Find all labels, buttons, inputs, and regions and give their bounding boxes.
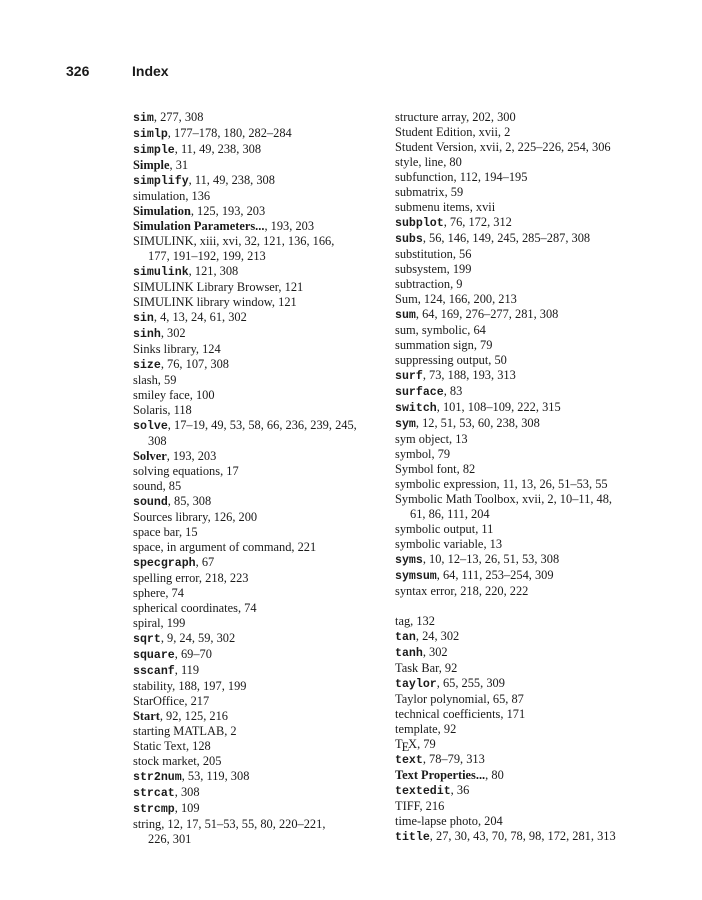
index-page-refs: , 12, 51, 53, 60, 238, 308	[415, 416, 540, 430]
index-term: subs	[395, 233, 423, 246]
index-entry	[395, 462, 645, 477]
index-term: space bar	[133, 525, 179, 539]
index-term: sinh	[133, 328, 161, 341]
index-page-refs: , 177–178, 180, 282–284	[167, 126, 292, 140]
index-entry	[133, 586, 383, 601]
index-page-refs: , 125, 193, 203	[190, 204, 266, 218]
index-entry	[133, 189, 383, 204]
index-term: surf	[395, 370, 423, 383]
index-entry	[395, 400, 645, 416]
index-term: Symbol font	[395, 462, 457, 476]
index-entry	[133, 709, 383, 724]
index-term: summation sign	[395, 338, 474, 352]
index-term: solving equations	[133, 464, 221, 478]
index-page-refs: , xiii, xvi, 32, 121, 136, 166,	[193, 234, 335, 248]
index-page-refs: , 118	[167, 403, 192, 417]
index-page-refs: , xvii	[469, 200, 496, 214]
index-term: symbolic expression	[395, 477, 497, 491]
index-page-refs: , 92, 125, 216	[159, 709, 228, 723]
index-entry	[133, 479, 383, 494]
index-page-refs: , 217	[184, 694, 210, 708]
index-term: Solaris	[133, 403, 168, 417]
index-entry	[395, 247, 645, 262]
index-entry	[133, 204, 383, 219]
index-entry	[395, 829, 645, 845]
index-page-refs: , 12, 17, 51–53, 55, 80, 220–221,	[161, 817, 326, 831]
index-page-refs: , 79	[431, 447, 451, 461]
index-entry	[395, 492, 645, 522]
index-page-refs: , 85, 308	[167, 494, 212, 508]
index-term: symsum	[395, 570, 437, 583]
index-term: syms	[395, 554, 423, 567]
index-page-refs: , 9	[450, 277, 463, 291]
index-term: sin	[133, 312, 154, 325]
index-entry	[133, 110, 383, 126]
index-page-refs: , 80	[485, 768, 504, 782]
index-page-refs: , 76, 107, 308	[160, 357, 229, 371]
index-term: substitution	[395, 247, 453, 261]
index-entry	[133, 769, 383, 785]
index-entry	[133, 785, 383, 801]
index-term: Task Bar	[395, 661, 439, 675]
index-page-refs: , 79	[473, 338, 493, 352]
index-term: taylor	[395, 678, 437, 691]
index-page-refs: , 199	[446, 262, 472, 276]
index-entry	[133, 555, 383, 571]
index-entry	[395, 384, 645, 400]
index-page-refs: , 119	[174, 663, 200, 677]
index-page-refs: , 193, 203	[166, 449, 217, 463]
index-entry	[133, 264, 383, 280]
index-entry	[395, 215, 645, 231]
index-entry	[395, 155, 645, 170]
index-term: stock market	[133, 754, 197, 768]
index-term: starting MATLAB	[133, 724, 225, 738]
index-page-refs: , 202, 300	[466, 110, 516, 124]
index-term: Sinks library	[133, 342, 196, 356]
index-term: subplot	[395, 217, 444, 230]
index-page-refs-continued: 61, 86, 111, 204	[410, 507, 490, 521]
index-term: submatrix	[395, 185, 445, 199]
index-term: template	[395, 722, 438, 736]
index-entry	[395, 722, 645, 737]
index-entry	[395, 416, 645, 432]
running-head: Index	[132, 63, 169, 79]
index-entry	[133, 388, 383, 403]
index-entry	[133, 295, 383, 310]
index-entry	[133, 817, 383, 847]
index-term: sound	[133, 496, 168, 509]
index-term: str2num	[133, 771, 182, 784]
index-entry	[395, 568, 645, 584]
index-term: spiral	[133, 616, 161, 630]
index-entry	[133, 126, 383, 142]
index-entry	[395, 552, 645, 568]
index-entry	[395, 522, 645, 537]
index-term: Taylor polynomial	[395, 692, 487, 706]
index-entry	[395, 707, 645, 722]
index-page-refs: , 10, 12–13, 26, 51, 53, 308	[422, 552, 560, 566]
index-entry	[395, 783, 645, 799]
index-entry	[133, 418, 383, 449]
index-entry	[395, 661, 645, 676]
index-column-left	[133, 110, 383, 847]
index-entry	[395, 432, 645, 447]
index-page-refs: , 124, 166, 200, 213	[417, 292, 517, 306]
index-page-refs: , 124	[195, 342, 221, 356]
index-entry	[133, 494, 383, 510]
index-term: tan	[395, 631, 416, 644]
index-page-refs: , 17–19, 49, 53, 58, 66, 236, 239, 245,	[167, 418, 357, 432]
index-entry	[395, 185, 645, 200]
index-page-refs: , xvii, 2, 10–11, 48,	[515, 492, 613, 506]
index-entry	[395, 200, 645, 215]
index-term: simulink	[133, 266, 189, 279]
index-term: strcat	[133, 787, 175, 800]
index-term: suppressing output	[395, 353, 489, 367]
index-entry	[133, 373, 383, 388]
index-entry	[133, 280, 383, 295]
index-term: SIMULINK library window	[133, 295, 272, 309]
index-page-refs: , 80	[443, 155, 462, 169]
index-page-refs: , 216	[419, 799, 445, 813]
index-entry	[395, 307, 645, 323]
index-entry	[133, 801, 383, 817]
index-term: Simulation Parameters...	[133, 219, 265, 233]
index-entry	[395, 645, 645, 661]
index-term: space, in argument of command	[133, 540, 292, 554]
index-term: text	[395, 754, 423, 767]
index-page-refs: , 56	[452, 247, 472, 261]
index-page-refs: , 69–70	[174, 647, 212, 661]
index-term: Start	[133, 709, 160, 723]
index-page-refs: , 64, 111, 253–254, 309	[436, 568, 554, 582]
index-entry	[133, 724, 383, 739]
index-entry	[395, 629, 645, 645]
index-page-refs: , 78–79, 313	[422, 752, 485, 766]
index-page-refs: , 74	[237, 601, 257, 615]
index-entry	[133, 142, 383, 158]
index-entry	[133, 754, 383, 769]
index-entry	[395, 447, 645, 462]
index-page-refs: , 74	[165, 586, 184, 600]
index-page-refs: , 171	[500, 707, 526, 721]
index-term: sym object	[395, 432, 450, 446]
index-entry	[133, 219, 383, 234]
index-entry	[133, 234, 383, 264]
index-entry	[395, 368, 645, 384]
index-page-refs: , 76, 172, 312	[443, 215, 512, 229]
index-page-refs: , 188, 197, 199	[172, 679, 247, 693]
index-term: structure array	[395, 110, 467, 124]
index-term: specgraph	[133, 557, 196, 570]
index-term: square	[133, 649, 175, 662]
page-number: 326	[66, 63, 90, 79]
index-page-refs: , 73, 188, 193, 313	[422, 368, 516, 382]
index-page-refs: , 83	[443, 384, 463, 398]
index-term: submenu items	[395, 200, 470, 214]
index-entry	[133, 357, 383, 373]
index-term: Text Properties...	[395, 768, 486, 782]
index-entry	[395, 262, 645, 277]
index-entry	[395, 477, 645, 492]
index-page-refs: , 11, 13, 26, 51–53, 55	[496, 477, 608, 491]
index-entry	[133, 739, 383, 754]
index-page-refs: , 82	[456, 462, 476, 476]
index-term: size	[133, 359, 161, 372]
index-page-refs: , 205	[196, 754, 222, 768]
index-term: Static Text	[133, 739, 186, 753]
index-term: technical coefficients	[395, 707, 501, 721]
index-page-refs: , 59	[157, 373, 177, 387]
index-page-refs: , 64	[467, 323, 486, 337]
index-entry	[395, 277, 645, 292]
index-page-refs: , 56, 146, 149, 245, 285–287, 308	[422, 231, 591, 245]
index-entry	[133, 173, 383, 189]
index-term: symbolic variable	[395, 537, 484, 551]
index-term: SIMULINK Library Browser	[133, 280, 279, 294]
index-term: slash	[133, 373, 158, 387]
index-term: sim	[133, 112, 154, 125]
index-entry	[395, 676, 645, 692]
index-entry	[395, 125, 645, 140]
index-term: sum	[395, 309, 416, 322]
index-term: Student Edition	[395, 125, 473, 139]
index-entry	[133, 158, 383, 173]
index-entry	[395, 353, 645, 368]
index-entry	[395, 692, 645, 707]
index-page-refs: , 50	[488, 353, 507, 367]
index-page-refs-continued: 226, 301	[148, 832, 192, 846]
index-page-refs: , 121	[271, 295, 297, 309]
index-entry	[395, 338, 645, 353]
page-header	[66, 63, 646, 83]
index-term: TIFF	[395, 799, 420, 813]
index-page-refs: , 109	[174, 801, 200, 815]
index-term: strcmp	[133, 803, 175, 816]
index-page-refs: , 112, 194–195	[453, 170, 528, 184]
index-term: simple	[133, 144, 175, 157]
index-page-refs: , 9, 24, 59, 302	[160, 631, 236, 645]
index-page-refs-continued: 177, 191–192, 199, 213	[148, 249, 266, 263]
index-page-refs: , 92	[438, 661, 458, 675]
index-page-refs: , 218, 223	[198, 571, 249, 585]
index-page-refs: , 85	[162, 479, 182, 493]
index-term: subsystem	[395, 262, 447, 276]
index-page-refs: , 193, 203	[264, 219, 315, 233]
index-term: syntax error	[395, 584, 455, 598]
index-page-refs: , 121	[278, 280, 304, 294]
index-page-refs: , 13	[449, 432, 468, 446]
index-entry	[395, 799, 645, 814]
index-entry	[395, 752, 645, 768]
index-entry	[133, 647, 383, 663]
index-page-refs: , 101, 108–109, 222, 315	[436, 400, 561, 414]
index-entry	[395, 737, 645, 752]
index-term: simulation	[133, 189, 186, 203]
index-term: subfunction	[395, 170, 454, 184]
index-entry	[133, 631, 383, 647]
index-term: spelling error	[133, 571, 199, 585]
index-page-refs: , 27, 30, 43, 70, 78, 98, 172, 281, 313	[429, 829, 616, 843]
index-entry	[133, 525, 383, 540]
index-term: Symbolic Math Toolbox	[395, 492, 516, 506]
index-term: Simple	[133, 158, 170, 172]
index-page-refs: , 64, 169, 276–277, 281, 308	[415, 307, 559, 321]
index-term: StarOffice	[133, 694, 185, 708]
index-page-refs: , 121, 308	[188, 264, 239, 278]
index-page-refs: , 218, 220, 222	[454, 584, 529, 598]
index-page-refs: , 24, 302	[415, 629, 460, 643]
index-page-refs: , xvii, 2, 225–226, 254, 306	[473, 140, 611, 154]
index-term: style, line	[395, 155, 444, 169]
index-entry	[395, 768, 645, 783]
index-term: simlp	[133, 128, 168, 141]
index-page-refs: , 100	[189, 388, 215, 402]
index-term: Solver	[133, 449, 167, 463]
index-entry	[133, 510, 383, 525]
index-page-refs: , 17	[220, 464, 239, 478]
index-page-refs: , 11, 49, 238, 308	[188, 173, 275, 187]
index-term: Sum	[395, 292, 418, 306]
index-page-refs: , 11, 49, 238, 308	[174, 142, 262, 156]
index-page-refs: , 126, 200	[207, 510, 258, 524]
index-entry	[395, 614, 645, 629]
index-entry	[395, 814, 645, 829]
index-term: tanh	[395, 647, 423, 660]
index-page-refs: , 132	[410, 614, 435, 628]
index-entry	[395, 323, 645, 338]
index-entry	[133, 310, 383, 326]
index-term: sphere	[133, 586, 166, 600]
index-page-refs: , 53, 119, 308	[181, 769, 250, 783]
index-entry	[133, 449, 383, 464]
index-page-refs: , 4, 13, 24, 61, 302	[153, 310, 247, 324]
index-entry	[395, 584, 645, 599]
index-term: subtraction	[395, 277, 451, 291]
index-page-refs: , 59	[444, 185, 464, 199]
index-term: sscanf	[133, 665, 175, 678]
index-page-refs: , xvii, 2	[472, 125, 511, 139]
index-term: symbolic output	[395, 522, 476, 536]
index-page-refs: , 92	[437, 722, 457, 736]
index-page-refs: , 302	[422, 645, 448, 659]
index-term: simplify	[133, 175, 189, 188]
index-page-refs: , 204	[477, 814, 503, 828]
tex-logo: TEX	[395, 737, 418, 754]
index-term: stability	[133, 679, 173, 693]
index-entry	[133, 571, 383, 586]
index-page-refs: , 128	[185, 739, 211, 753]
index-page-refs: , 199	[160, 616, 186, 630]
index-term: Simulation	[133, 204, 191, 218]
index-entry	[395, 110, 645, 125]
index-term: tag	[395, 614, 411, 628]
index-term: SIMULINK	[133, 234, 194, 248]
index-term: Sources library	[133, 510, 208, 524]
index-entry	[133, 326, 383, 342]
index-page-refs: , 79	[417, 737, 436, 751]
index-term: sym	[395, 418, 416, 431]
index-page-refs: , 67	[195, 555, 215, 569]
index-entry	[133, 464, 383, 479]
index-page-refs: , 31	[169, 158, 189, 172]
index-page-refs: , 11	[475, 522, 494, 536]
index-page-refs: , 2	[224, 724, 237, 738]
index-entry	[395, 537, 645, 552]
index-term: time-lapse photo	[395, 814, 478, 828]
index-entry	[395, 231, 645, 247]
index-entry	[395, 170, 645, 185]
index-page-refs: , 36	[450, 783, 470, 797]
index-term: surface	[395, 386, 444, 399]
index-page-refs: , 136	[185, 189, 211, 203]
index-column-right	[395, 110, 645, 845]
index-page-refs: , 302	[160, 326, 186, 340]
index-entry	[133, 679, 383, 694]
index-entry	[133, 342, 383, 357]
index-term: sqrt	[133, 633, 161, 646]
index-term: title	[395, 831, 430, 844]
index-term: switch	[395, 402, 437, 415]
index-term: smiley face	[133, 388, 190, 402]
index-page-refs: , 221	[291, 540, 317, 554]
index-page-refs: , 65, 87	[486, 692, 524, 706]
index-term: string	[133, 817, 162, 831]
index-page-refs: , 277, 308	[153, 110, 204, 124]
index-page-refs: , 13	[483, 537, 503, 551]
index-entry	[395, 140, 645, 155]
index-entry	[133, 540, 383, 555]
index-term: spherical coordinates	[133, 601, 238, 615]
index-term: symbol	[395, 447, 432, 461]
index-term: sum, symbolic	[395, 323, 468, 337]
index-term: Student Version	[395, 140, 474, 154]
index-entry	[133, 616, 383, 631]
index-page-refs: , 65, 255, 309	[436, 676, 505, 690]
index-term: sound	[133, 479, 163, 493]
index-term: textedit	[395, 785, 451, 798]
index-entry	[133, 694, 383, 709]
index-page-refs: , 15	[178, 525, 198, 539]
index-entry	[133, 403, 383, 418]
index-page-refs: , 308	[174, 785, 200, 799]
index-page-refs-continued: 308	[148, 434, 167, 448]
index-entry	[395, 292, 645, 307]
index-entry	[133, 663, 383, 679]
index-entry	[133, 601, 383, 616]
index-term: solve	[133, 420, 168, 433]
